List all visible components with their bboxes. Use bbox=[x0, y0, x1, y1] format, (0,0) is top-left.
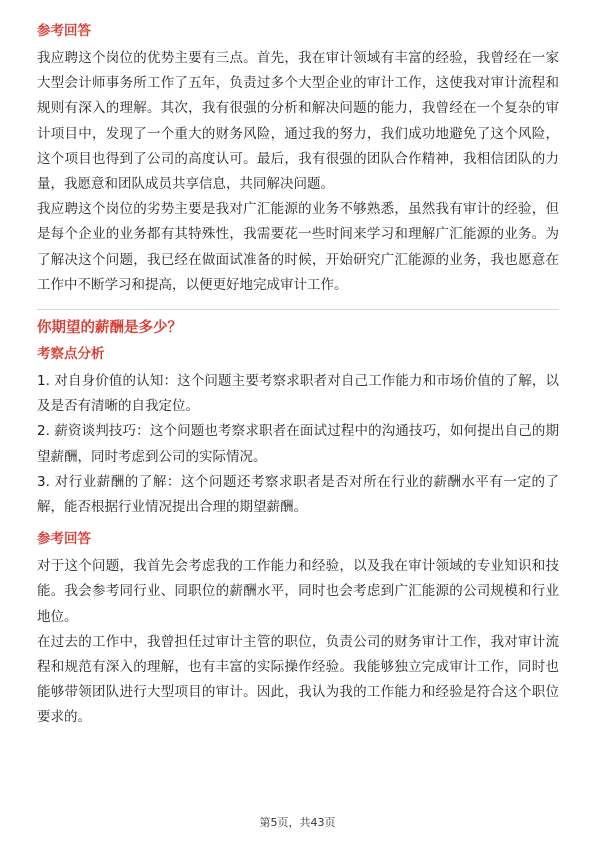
section-divider bbox=[37, 309, 559, 310]
answer-paragraph: 对于这个问题，我首先会考虑我的工作能力和经验，以及我在审计领域的专业知识和技能。我会参考同行业、同职位的薪酬水平，同时也会考虑到广汇能源的公司规模和行业地位。 bbox=[37, 558, 559, 625]
page-content bbox=[37, 22, 559, 731]
analysis-item: 1. 对自身价值的认知：这个问题主要考察求职者对自己工作能力和市场价值的了解，以及是否有清晰的自我定位。 bbox=[37, 373, 559, 415]
reference-answer-heading: 参考回答 bbox=[37, 531, 91, 548]
analysis-item: 3. 对行业薪酬的了解：这个问题还考察求职者是否对所在行业的薪酬水平有一定的了解，能否根据行业情况提出合理的期望薪酬。 bbox=[37, 473, 559, 516]
question-title: 你期望的薪酬是多少？ bbox=[37, 320, 182, 337]
reference-answer-heading: 参考回答 bbox=[37, 23, 91, 39]
analysis-item: 2. 薪资谈判技巧：这个问题也考察求职者在面试过程中的沟通技巧，如何提出自己的期望薪酬，同时考虑到公司的实际情况。 bbox=[37, 423, 559, 465]
answer-paragraph: 我应聘这个岗位的优势主要有三点。首先，我在审计领域有丰富的经验，我曾经在一家大型会计师事务所工作了五年，负责过多个大型企业的审计工作，这使我对审计流程和规则有深入的理解。其次，我有很强的分析和解决问题的能力，我曾经在一个复杂的审计项目中，发现了一个重大的财务风险，通过我的努力，我们成功地避免了这个风险，这个项目也得到了公司的高度认可。最后，我有很强的团队合作精神，我相信团队的力量，我愿意和团队成员共享信息，共同解决问题。 bbox=[37, 50, 559, 193]
page-number: 第5页，共43页 bbox=[259, 816, 336, 829]
answer-paragraph: 我应聘这个岗位的劣势主要是我对广汇能源的业务不够熟悉，虽然我有审计的经验，但是每个企业的业务都有其特殊性，我需要花一些时间来学习和理解广汇能源的业务。为了解决这个问题，我已经在做面试准备的时候，开始研究广汇能源的业务，我也愿意在工作中不断学习和提高，以便更好地完成审计工作。 bbox=[37, 201, 559, 293]
answer-paragraph: 在过去的工作中，我曾担任过审计主管的职位，负责公司的财务审计工作，我对审计流程和规范有深入的理解，也有丰富的实际操作经验。我能够独立完成审计工作，同时也能够带领团队进行大型项目的审计。因此，我认为我的工作能力和经验是符合这个职位要求的。 bbox=[37, 633, 559, 726]
analysis-heading: 考察点分析 bbox=[37, 346, 105, 363]
